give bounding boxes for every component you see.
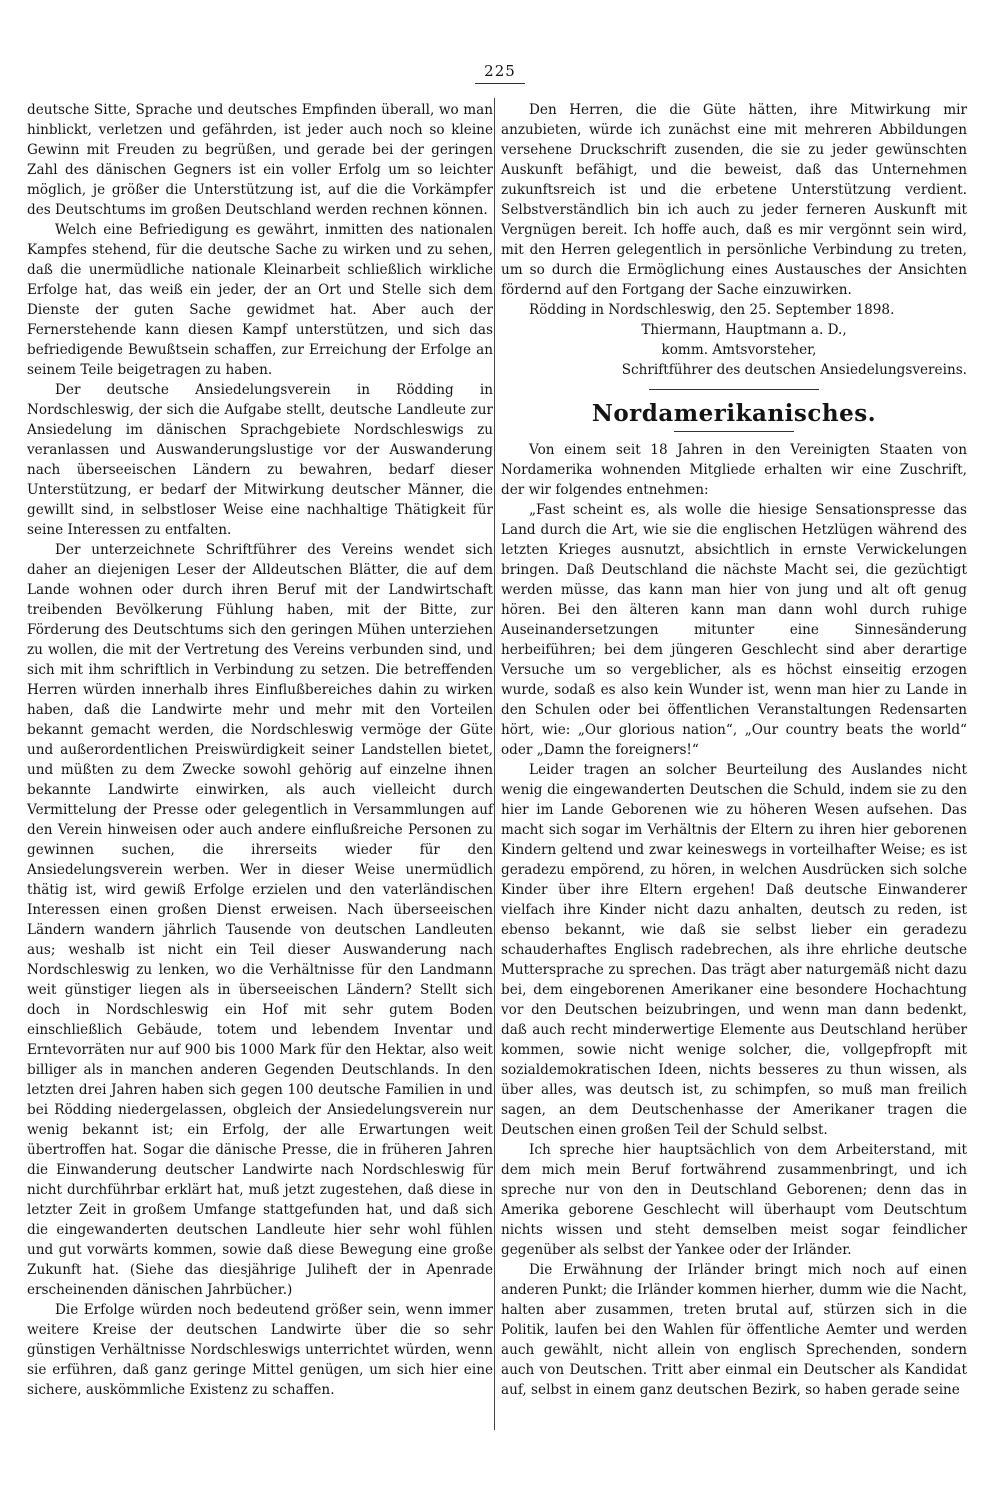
left-column: [27, 100, 493, 1400]
signature-name: Thiermann, Hauptmann a. D.,: [641, 322, 847, 338]
section-separator: [649, 389, 819, 390]
paragraph: Die Erfolge würden noch bedeutend größer sein, wenn immer weitere Kreise der deutschen Landwirte über die so sehr günstigen Verhältnisse Nordschleswigs unterrichtet würden, wenn sie erführen, daß ganz geringe Mittel genügen, um sich hier eine sichere, auskömmliche Existenz zu schaffen.: [27, 1302, 493, 1398]
page-number-underline: [475, 83, 525, 84]
paragraph: Leider tragen an solcher Beurteilung des Auslandes nicht wenig die eingewanderten Deutschen die Schuld, indem sie zu den hier im Lande Geborenen wie zu höheren Wesen aufsehen. Das macht sich sogar im Verhältnis der Eltern zu ihren hier geborenen Kindern geltend und zwar keineswegs in vorteilhafter Weise; es ist geradezu empörend, zu hören, in welchen Ausdrücken sich solche Kinder über ihre Eltern ergehen! Daß deutsche Einwanderer vielfach ihre Kinder nicht dazu anhalten, deutsch zu reden, ist ebenso bekannt, wie daß sie selbst lieber ein geradezu schauderhaftes Englisch radebrechen, als ihre ehrliche deutsche Muttersprache zu sprechen. Das trägt aber naturgemäß nicht dazu bei, dem eingeborenen Amerikaner eine besondere Hochachtung vor den Deutschen beizubringen, und wenn man dann bedenkt, daß auch recht minderwertige Elemente aus Deutschland herüber kommen, sowie nicht wenige solcher, die, vollgepfropft mit sozialdemokratischen Ideen, nichts besseres zu thun wissen, als über alles, was deutsch ist, zu schimpfen, so muß man freilich sagen, an dem Deutschenhasse der Amerikaner tragen die Deutschen einen großen Teil der Schuld selbst.: [501, 762, 967, 1138]
page-number: 225: [484, 62, 516, 80]
signature-office: komm. Amtsvorsteher,: [661, 342, 817, 358]
column-divider: [494, 98, 495, 1430]
right-column: [501, 100, 967, 1400]
article-headline: Nordamerikanisches.: [591, 400, 877, 427]
paragraph: Die Erwähnung der Irländer bringt mich noch auf einen anderen Punkt; die Irländer kommen hierher, dumm wie die Nacht, halten aber zusammen, treten brutal auf, stürzen sich in die Politik, laufen bei den Wahlen für öffentliche Aemter und werden auch gewählt, nicht allein von englisch Sprechenden, sondern auch von Deutschen. Tritt aber einmal ein Deutscher als Kandidat auf, selbst in einem ganz deutschen Bezirk, so haben gerade seine: [501, 1262, 967, 1398]
letter-continuation: [501, 100, 967, 300]
article-body: [501, 440, 967, 1400]
paragraph: „Fast scheint es, als wolle die hiesige Sensationspresse das Land durch die Art, wie sie die englischen Hetzlügen während des letzten Krieges ausnutzt, absichtlich in ernste Verwickelungen bringen. Daß Deutschland die nächste Macht sei, die gezüchtigt werden müsse, das kann man hier von jung und alt oft genug hören. Bei den älteren kann man dann wohl durch ruhige Auseinandersetzungen mitunter eine Sinnesänderung herbeiführen; bei dem jüngeren Geschlecht sind aber derartige Versuche um so vergeblicher, als es höchst einseitig erzogen wurde, sodaß es also kein Wunder ist, wenn man hier zu Lande in den Schulen oder bei öffentlichen Veranstaltungen Redensarten hört, wie: „Our glorious nation“, „Our country beats the world“ oder „Damn the foreigners!“: [501, 502, 967, 758]
paragraph: Den Herren, die die Güte hätten, ihre Mitwirkung mir anzubieten, würde ich zunächst eine mit mehreren Abbildungen versehene Druckschrift zusenden, die sie zu jeder gewünschten Auskunft befähigt, und die beweist, daß das Unternehmen zukunftsreich ist und die erbetene Unterstützung verdient. Selbstverständlich bin ich auch zu jeder ferneren Auskunft mit Vergnügen bereit. Ich hoffe auch, daß es mir vergönnt sein wird, mit den Herren gelegentlich in persönliche Verbindung zu treten, um so durch die Ermöglichung eines Austausches der Ansichten fördernd auf den Fortgang der Sache einzuwirken.: [501, 102, 967, 298]
signature-place-date: Rödding in Nordschleswig, den 25. September 1898.: [529, 302, 895, 318]
paragraph: Ich spreche hier hauptsächlich von dem Arbeiterstand, mit dem mich mein Beruf fortwährend zusammenbringt, und ich spreche nur von den in Deutschland Geborenen; denn das in Amerika geborene Geschlecht will überhaupt vom Deutschtum nichts wissen und steht demselben meist sogar feindlicher gegenüber als selbst der Yankee oder der Irländer.: [501, 1142, 967, 1258]
paragraph: Der deutsche Ansiedelungsverein in Rödding in Nordschleswig, der sich die Aufgabe stellt, deutsche Landleute zur Ansiedelung im dänischen Sprachgebiete Nordschleswigs zu veranlassen und Auswanderungslustige vor der Auswanderung nach überseeischen Ländern zu bewahren, bedarf dieser Unterstützung, er bedarf der Mitwirkung deutscher Männer, die gewillt sind, in selbstloser Weise eine nachhaltige Thätigkeit für seine Interessen zu entfalten.: [27, 382, 493, 538]
paragraph: Der unterzeichnete Schriftführer des Vereins wendet sich daher an diejenigen Leser der Alldeutschen Blätter, die auf dem Lande wohnen oder durch ihren Beruf mit der Landwirtschaft treibenden Bevölkerung Fühlung haben, mit der Bitte, zur Förderung des Deutschtums sich den geringen Mühen unterziehen zu wollen, die mit der Vertretung des Vereins verbunden sind, und sich mit ihm schriftlich in Verbindung zu setzen. Die betreffenden Herren würden innerhalb ihres Einflußbereiches dahin zu wirken haben, daß die Landwirte mehr und mehr mit den Vorteilen bekannt gemacht werden, die Nordschleswig vermöge der Güte und außerordentlichen Preiswürdigkeit seiner Landstellen bietet, und müßten zu dem Zwecke sowohl gehörig auf einzelne ihnen bekannte Landwirte einwirken, als auch vielleicht durch Vermittelung der Presse oder gelegentlich in Versammlungen auf den Verein hinweisen oder auch andere einflußreiche Personen zu gewinnen suchen, die ihrerseits wieder für den Ansiedelungsverein werben. Wer in dieser Weise unermüdlich thätig ist, wird gewiß Erfolge erzielen und den vaterländischen Interessen einen großen Dienst erweisen. Nach überseeischen Ländern wandern jährlich Tausende von deutschen Landleuten aus; weshalb ist nicht ein Teil dieser Auswanderung nach Nordschleswig zu lenken, wo die Verhältnisse für den Landmann weit günstiger liegen als in überseeischen Ländern? Stellt sich doch in Nordschleswig ein Hof mit sehr gutem Boden einschließlich Gebäude, totem und lebendem Inventar und Erntevorräten nur auf 900 bis 1000 Mark für den Hektar, also weit billiger als in manchen anderen Gegenden Deutschlands. In den letzten drei Jahren haben sich gegen 100 deutsche Familien in und bei Rödding niedergelassen, obgleich der Ansiedelungsverein nur wenig bekannt ist; ein Erfolg, der alle Erwartungen weit übertroffen hat. Sogar die dänische Presse, die in früheren Jahren die Einwanderung deutscher Landwirte nach Nordschleswig für nicht durchführbar erklärt hat, muß jetzt zugestehen, daß diese in letzter Zeit in großem Umfange stattgefunden hat, und daß sich die eingewanderten deutschen Landleute hier sehr wohl fühlen und gut vorwärts kommen, sowie daß diese Bewegung eine große Zukunft hat. (Siehe das diesjährige Juliheft der in Apenrade erscheinenden dänischen Jahrbücher.): [27, 542, 493, 1298]
signature-role: Schriftführer des deutschen Ansiedelungsvereins.: [621, 362, 967, 378]
paragraph: Von einem seit 18 Jahren in den Vereinigten Staaten von Nordamerika wohnenden Mitgliede erhalten wir eine Zuschrift, der wir folgendes entnehmen:: [501, 442, 967, 498]
paragraph: deutsche Sitte, Sprache und deutsches Empfinden überall, wo man hinblickt, verletzen und gefährden, ist jeder auch noch so kleine Gewinn mit Freuden zu begrüßen, und gerade bei der geringen Zahl des dänischen Gegners ist ein voller Erfolg um so leichter möglich, je größer die Unterstützung ist, auf die die Vorkämpfer des Deutschtums im großen Deutschland werden rechnen können.: [27, 102, 493, 218]
headline-underline: [674, 431, 794, 432]
paragraph: Welch eine Befriedigung es gewährt, inmitten des nationalen Kampfes stehend, für die deutsche Sache zu wirken und zu sehen, daß die unermüdliche nationale Kleinarbeit schließlich wirkliche Erfolge hat, das weiß ein jeder, der an Ort und Stelle sich dem Dienste der guten Sache gewidmet hat. Aber auch der Fernerstehende kann diesen Kampf unterstützen, und sich das befriedigende Bewußtsein schaffen, zur Erreichung der Erfolge an seinem Teile beigetragen zu haben.: [27, 222, 493, 378]
